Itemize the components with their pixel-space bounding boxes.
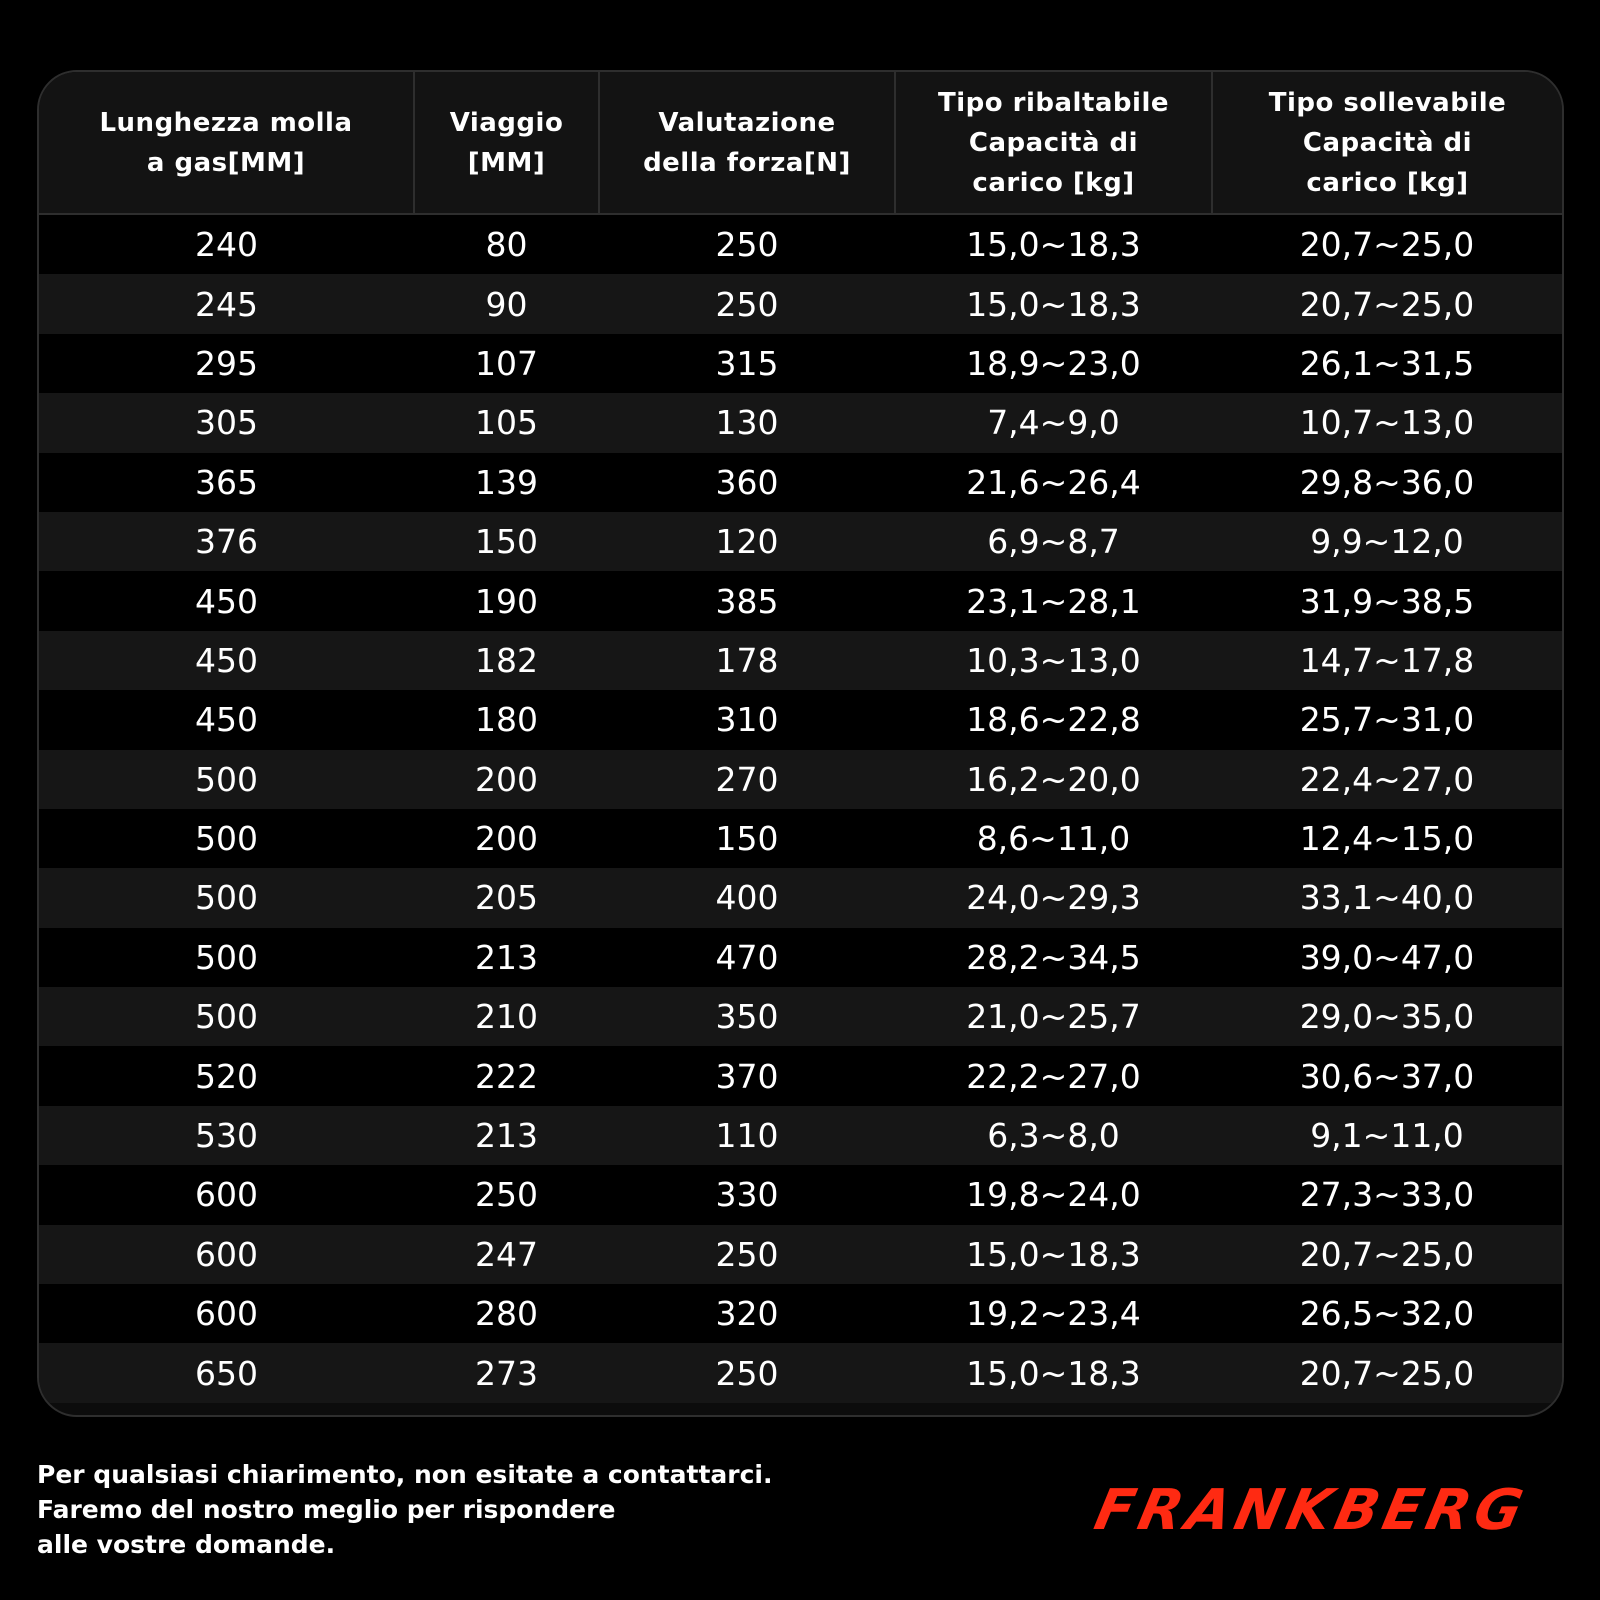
column-header-line: Valutazione: [658, 107, 836, 138]
table-cell: 130: [715, 403, 779, 443]
table-cell: 376: [195, 522, 258, 562]
column-header: [1212, 72, 1562, 214]
table-cell: 250: [715, 1234, 779, 1274]
table-cell: 90: [485, 284, 528, 324]
table-cell: 315: [715, 343, 779, 383]
column-header-line: della forza[N]: [643, 147, 851, 178]
table-cell: 280: [475, 1294, 538, 1334]
table-cell: 20,7~25,0: [1299, 225, 1475, 265]
table-cell: 400: [715, 878, 779, 918]
table-cell: 365: [195, 462, 258, 502]
table-cell: 110: [715, 1116, 779, 1156]
column-header-line: Tipo sollevabile: [1268, 87, 1507, 118]
table-cell: 222: [475, 1056, 538, 1096]
table-row: [39, 453, 1562, 512]
table-cell: 12,4~15,0: [1299, 819, 1475, 859]
table-cell: 15,0~18,3: [966, 1234, 1141, 1274]
table-cell: 10,3~13,0: [966, 640, 1141, 680]
table-cell: 27,3~33,0: [1299, 1175, 1475, 1215]
table-cell: 22,2~27,0: [966, 1056, 1141, 1096]
table-cell: 500: [195, 937, 258, 977]
table-cell: 139: [475, 462, 538, 502]
table-row: [39, 1046, 1562, 1105]
table-cell: 15,0~18,3: [966, 284, 1141, 324]
table-cell: 200: [475, 819, 538, 859]
table-cell: 470: [715, 937, 779, 977]
table-cell: 28,2~34,5: [966, 937, 1141, 977]
table-cell: 450: [195, 581, 258, 621]
table-cell: 22,4~27,0: [1299, 759, 1475, 799]
table-cell: 450: [195, 640, 258, 680]
table-cell: 16,2~20,0: [966, 759, 1141, 799]
table-cell: 250: [715, 225, 779, 265]
table-cell: 19,2~23,4: [966, 1294, 1141, 1334]
table-cell: 295: [195, 343, 258, 383]
table-cell: 500: [195, 819, 258, 859]
header-row: [39, 72, 1562, 214]
table-row: [39, 1225, 1562, 1284]
table-row: [39, 1106, 1562, 1165]
table-cell: 19,8~24,0: [966, 1175, 1141, 1215]
column-header: [599, 72, 895, 214]
table-cell: 14,7~17,8: [1299, 640, 1475, 680]
table-row: [39, 393, 1562, 452]
table-row: [39, 274, 1562, 333]
column-header-line: carico [kg]: [972, 167, 1135, 198]
column-header-line: [MM]: [467, 147, 546, 178]
table-cell: 33,1~40,0: [1299, 878, 1475, 918]
table-cell: 7,4~9,0: [987, 403, 1120, 443]
table-cell: 15,0~18,3: [966, 1353, 1141, 1393]
table-row: [39, 214, 1562, 274]
table-cell: 500: [195, 997, 258, 1037]
table-cell: 23,1~28,1: [966, 581, 1141, 621]
table-row: [39, 868, 1562, 927]
contact-note-line: Per qualsiasi chiarimento, non esitate a contattarci.: [37, 1460, 773, 1489]
table-cell: 500: [195, 878, 258, 918]
table-cell: 18,6~22,8: [966, 700, 1141, 740]
table-cell: 29,0~35,0: [1299, 997, 1475, 1037]
table-cell: 21,0~25,7: [966, 997, 1141, 1037]
table-cell: 20,7~25,0: [1299, 1234, 1475, 1274]
gas-spring-spec-table: [39, 72, 1562, 1403]
table-cell: 8,6~11,0: [976, 819, 1131, 859]
table-row: [39, 631, 1562, 690]
table-cell: 182: [475, 640, 538, 680]
contact-note-line: alle vostre domande.: [37, 1530, 336, 1559]
table-cell: 305: [195, 403, 258, 443]
table-cell: 6,3~8,0: [987, 1116, 1120, 1156]
table-cell: 250: [715, 1353, 779, 1393]
table-cell: 107: [475, 343, 538, 383]
table-row: [39, 750, 1562, 809]
table-cell: 39,0~47,0: [1299, 937, 1475, 977]
table-cell: 9,9~12,0: [1310, 522, 1464, 562]
table-cell: 350: [715, 997, 779, 1037]
table-row: [39, 690, 1562, 749]
column-header-line: Viaggio: [449, 107, 564, 138]
table-row: [39, 1343, 1562, 1402]
column-header: [414, 72, 599, 214]
table-cell: 330: [715, 1175, 779, 1215]
table-cell: 213: [475, 1116, 538, 1156]
table-cell: 320: [715, 1294, 779, 1334]
table-cell: 600: [195, 1175, 258, 1215]
table-row: [39, 928, 1562, 987]
table-cell: 200: [475, 759, 538, 799]
column-header-line: carico [kg]: [1306, 167, 1469, 198]
table-cell: 250: [715, 284, 779, 324]
table-row: [39, 1165, 1562, 1224]
table-cell: 360: [715, 462, 779, 502]
table-cell: 21,6~26,4: [966, 462, 1141, 502]
table-cell: 250: [475, 1175, 538, 1215]
column-header-line: Capacità di: [968, 127, 1139, 158]
table-cell: 31,9~38,5: [1299, 581, 1475, 621]
table-cell: 150: [475, 522, 538, 562]
table-row: [39, 512, 1562, 571]
column-header-line: Tipo ribaltabile: [937, 87, 1170, 118]
table-cell: 600: [195, 1294, 258, 1334]
table-cell: 500: [195, 759, 258, 799]
table-cell: 310: [715, 700, 779, 740]
table-cell: 450: [195, 700, 258, 740]
column-header-line: Capacità di: [1302, 127, 1473, 158]
column-header-line: Lunghezza molla: [99, 107, 353, 138]
table-body: [39, 214, 1562, 1403]
table-cell: 385: [715, 581, 779, 621]
table-cell: 25,7~31,0: [1299, 700, 1475, 740]
table-cell: 240: [195, 225, 258, 265]
contact-note-line: Faremo del nostro meglio per rispondere: [37, 1495, 616, 1524]
table-cell: 30,6~37,0: [1299, 1056, 1475, 1096]
table-row: [39, 809, 1562, 868]
table-cell: 205: [475, 878, 538, 918]
column-header: [39, 72, 414, 214]
table-cell: 270: [715, 759, 779, 799]
table-cell: 9,1~11,0: [1310, 1116, 1464, 1156]
table-cell: 10,7~13,0: [1299, 403, 1475, 443]
table-cell: 247: [475, 1234, 538, 1274]
table-cell: 80: [485, 225, 528, 265]
table-cell: 178: [715, 640, 779, 680]
table-row: [39, 571, 1562, 630]
brand-logo: FRANKBERG: [1089, 1478, 1534, 1543]
spec-table-card: [37, 70, 1564, 1417]
table-cell: 15,0~18,3: [966, 225, 1141, 265]
table-cell: 18,9~23,0: [966, 343, 1141, 383]
table-cell: 210: [475, 997, 538, 1037]
table-cell: 29,8~36,0: [1299, 462, 1475, 502]
contact-note: [37, 1457, 1037, 1562]
table-cell: 26,1~31,5: [1299, 343, 1475, 383]
column-header: [895, 72, 1212, 214]
table-cell: 105: [475, 403, 538, 443]
table-cell: 370: [715, 1056, 779, 1096]
table-cell: 20,7~25,0: [1299, 1353, 1475, 1393]
table-row: [39, 334, 1562, 393]
column-header-line: a gas[MM]: [146, 147, 306, 178]
table-cell: 190: [475, 581, 538, 621]
table-row: [39, 987, 1562, 1046]
table-row: [39, 1284, 1562, 1343]
table-cell: 120: [715, 522, 779, 562]
table-header: [39, 72, 1562, 214]
table-cell: 6,9~8,7: [987, 522, 1120, 562]
table-cell: 150: [715, 819, 779, 859]
table-cell: 213: [475, 937, 538, 977]
table-cell: 20,7~25,0: [1299, 284, 1475, 324]
table-cell: 24,0~29,3: [966, 878, 1141, 918]
table-cell: 600: [195, 1234, 258, 1274]
table-cell: 245: [195, 284, 258, 324]
table-cell: 520: [195, 1056, 258, 1096]
table-cell: 26,5~32,0: [1299, 1294, 1475, 1334]
table-cell: 530: [195, 1116, 258, 1156]
table-cell: 180: [475, 700, 538, 740]
table-cell: 650: [195, 1353, 258, 1393]
table-cell: 273: [475, 1353, 538, 1393]
